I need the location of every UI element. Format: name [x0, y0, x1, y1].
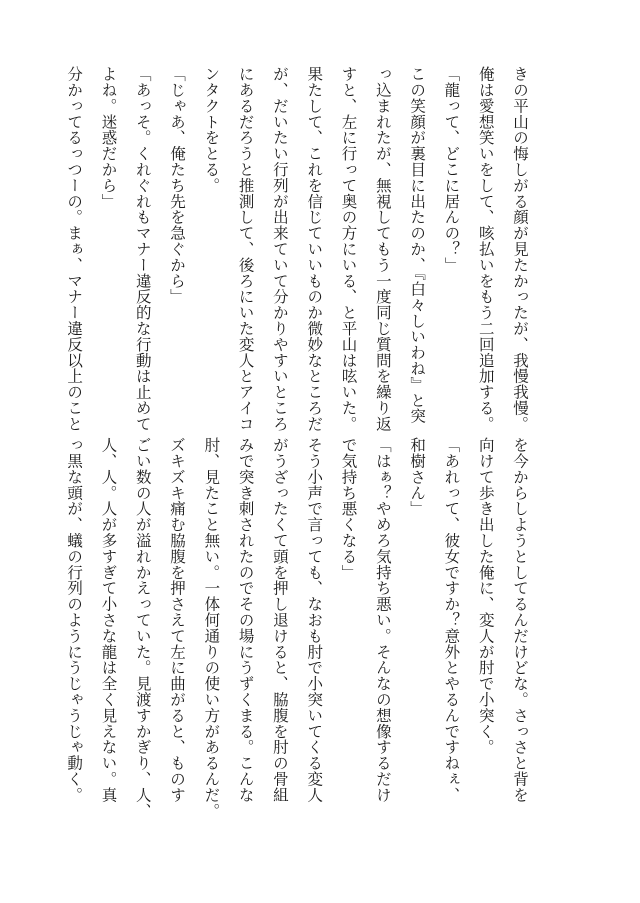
- text-line: 「龍って、どこに居んの？」: [442, 66, 461, 273]
- text-line: がうざったくて頭を押し退けると、脇腹を肘の骨組: [270, 437, 289, 803]
- text-line: この笑顔が裏目に出たのか、『白々しいわね』と突: [408, 66, 427, 424]
- text-line: っ黒な頭が、蟻の行列のようにうじゃうじゃ動く。: [65, 437, 84, 803]
- text-line: ズキズキ痛む脇腹を押さえて左に曲がると、ものす: [168, 437, 187, 803]
- text-line: そう小声で言っても、なおも肘で小突いてくる変人: [305, 437, 324, 803]
- text-line: で気持ち悪くなる」: [339, 437, 358, 581]
- text-line: 向けて歩き出した俺に、変人が肘で小突く。: [476, 437, 495, 755]
- text-line: 「はぁ？やめろ気持ち悪い。そんなの想像するだけ: [373, 437, 392, 803]
- text-line: 和樹さん」: [408, 437, 427, 517]
- text-line: 「あれって、彼女ですか？意外とやるんですねぇ、: [442, 437, 461, 803]
- text-line: ンタクトをとる。: [202, 66, 221, 194]
- lower-text-block: [65, 437, 537, 825]
- text-line: 分かってるっつーの。まぁ、マナー違反以上のこと: [65, 66, 84, 432]
- text-line: っ込まれたが、無視してもう一度同じ質問を繰り返: [373, 66, 392, 432]
- upper-text-block: [65, 66, 537, 432]
- text-line: きの平山の悔しがる顔が見たかったが、我慢我慢。: [511, 66, 529, 432]
- text-line: にあるだろうと推測して、後ろにいた変人とアイコ: [236, 66, 255, 432]
- text-line: よね。迷惑だから」: [99, 66, 118, 210]
- text-line: ごい数の人が溢れかえっていた。見渡すかぎり、人、: [133, 437, 152, 819]
- text-line: 果たして、これを信じていいものか微妙なところだ: [305, 66, 324, 432]
- text-line: 「じゃあ、俺たち先を急ぐから」: [168, 66, 187, 305]
- text-line: すと、左に行って奥の方にいる、と平山は呟いた。: [339, 66, 358, 432]
- text-line: みで突き刺されたのでその場にうずくまる。こんな: [236, 437, 255, 803]
- text-line: が、だいたい行列が出来ていて分かりやすいところ: [270, 66, 289, 432]
- text-line: を今からしようとしてるんだけどな。さっさと背を: [511, 437, 529, 803]
- text-line: 「あっそ。くれぐれもマナー違反的な行動は止めて: [133, 66, 152, 432]
- text-line: 肘、見たこと無い。一体何通りの使い方があるんだ。: [202, 437, 221, 819]
- text-line: 俺は愛想笑いをして、咳払いをもう二回追加する。: [476, 66, 495, 432]
- text-line: 人、人。人が多すぎて小さな龍は全く見えない。真: [99, 437, 118, 803]
